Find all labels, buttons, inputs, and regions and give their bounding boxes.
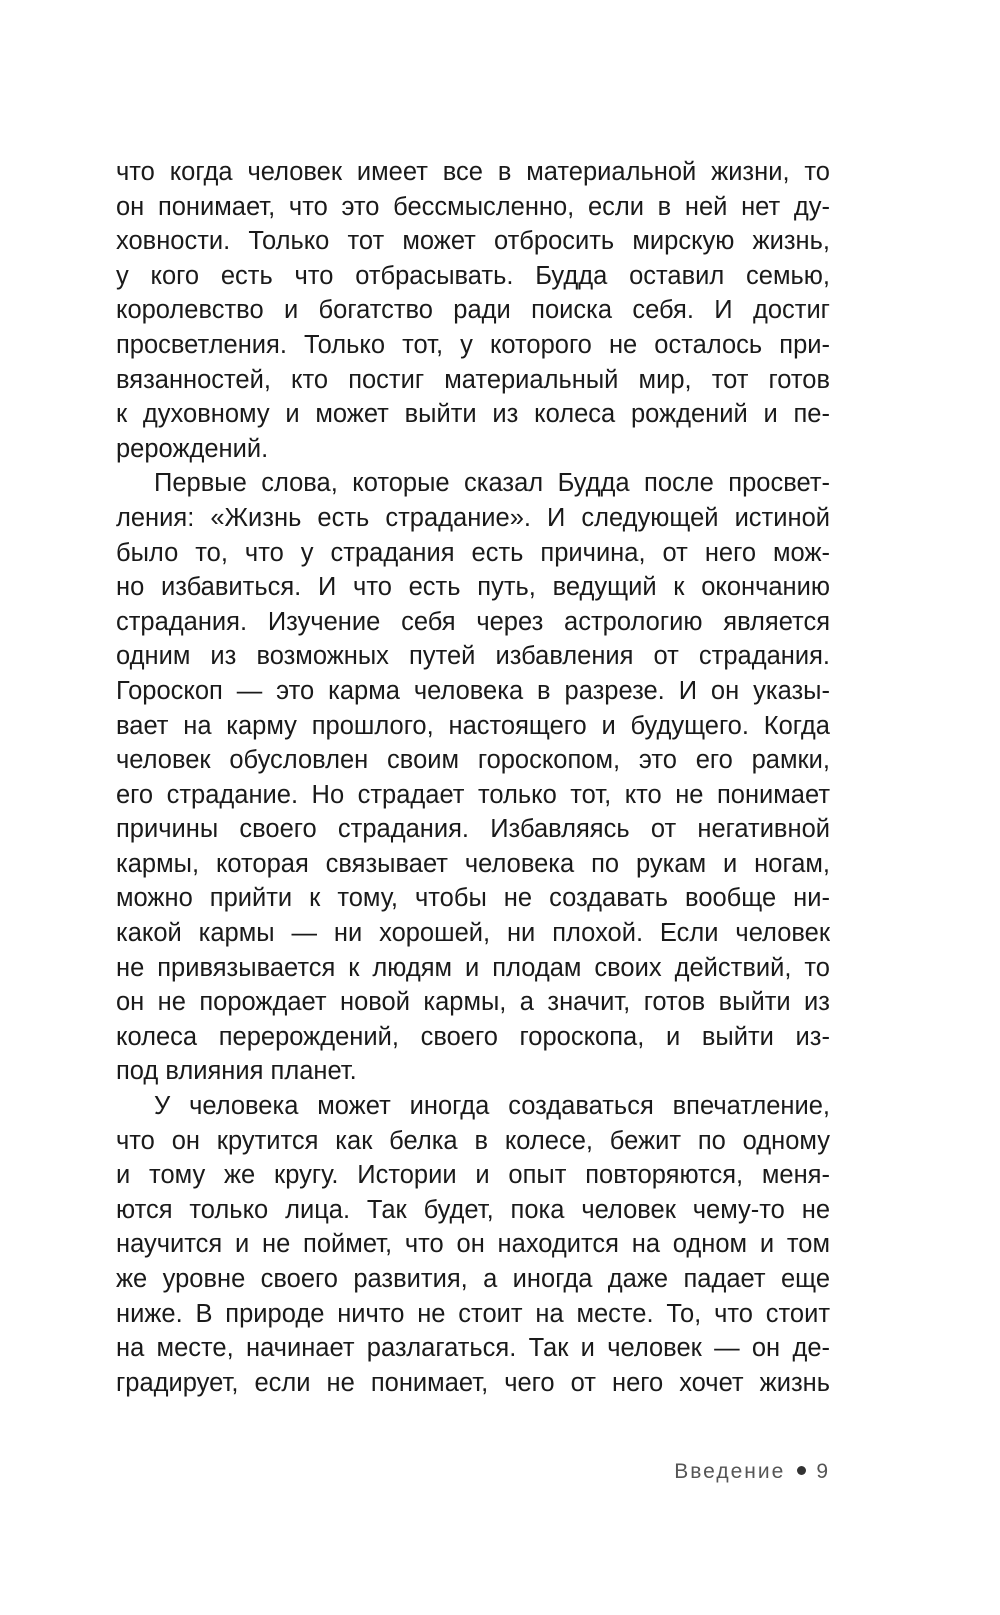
text-line: человек обусловлен своим гороскопом, это его рамки,: [116, 746, 830, 775]
text-line: же уровне своего развития, а иногда даже падает еще: [116, 1265, 830, 1293]
text-line: его страдание. Но страдает только тот, кто не понимает: [116, 780, 830, 809]
text-line: вает на карму прошлого, настоящего и будущего. Когда: [116, 711, 830, 740]
text-line: колеса перерождений, своего гороскопа, и выйти из-: [116, 1022, 830, 1051]
text-line: не привязывается к людям и плодам своих действий, то: [116, 953, 830, 982]
text-line: ются только лица. Так будет, пока человек чему-то не: [116, 1195, 830, 1224]
text-line: научится и не поймет, что он находится на одном и том: [116, 1230, 830, 1259]
section-title: Введение: [674, 1460, 786, 1483]
text-line: под влияния планет.: [116, 1057, 357, 1086]
text-line: Гороскоп — это карма человека в разрезе. И он указы-: [116, 676, 830, 705]
text-line: вязанностей, кто постиг материальный мир, тот готов: [116, 365, 830, 394]
text-line: ховности. Только тот может отбросить мирскую жизнь,: [116, 227, 830, 256]
text-line: но избавиться. И что есть путь, ведущий к окончанию: [116, 573, 830, 602]
body-text: [116, 155, 830, 1400]
text-line: кармы, которая связывает человека по рукам и ногам,: [116, 849, 830, 878]
text-line: к духовному и может выйти из колеса рождений и пе-: [116, 400, 830, 429]
text-line: у кого есть что отбрасывать. Будда оставил семью,: [116, 261, 830, 290]
text-line: одним из возможных путей избавления от страдания.: [116, 642, 830, 671]
text-line: он не порождает новой кармы, а значит, готов выйти из: [116, 988, 830, 1017]
text-line: было то, что у страдания есть причина, от него мож-: [116, 538, 830, 567]
page-number: 9: [816, 1460, 830, 1483]
bullet-separator-icon: [797, 1466, 806, 1475]
text-line: У человека может иногда создаваться впечатление,: [154, 1092, 830, 1121]
text-line: он понимает, что это бессмысленно, если в ней нет ду-: [116, 192, 830, 221]
text-line: ниже. В природе ничто не стоит на месте. То, что стоит: [116, 1299, 830, 1328]
text-line: страдания. Изучение себя через астрологию является: [116, 607, 830, 636]
text-line: можно прийти к тому, чтобы не создавать вообще ни-: [116, 884, 830, 913]
text-line: какой кармы — ни хорошей, ни плохой. Если человек: [116, 919, 830, 948]
text-line: ления: «Жизнь есть страдание». И следующей истиной: [116, 503, 830, 532]
running-footer: [600, 1460, 830, 1484]
text-line: градирует, если не понимает, чего от него хочет жизнь: [116, 1368, 830, 1397]
text-line: и тому же кругу. Истории и опыт повторяются, меня-: [116, 1161, 830, 1190]
text-line: Первые слова, которые сказал Будда после просвет-: [154, 469, 830, 498]
text-line: что он крутится как белка в колесе, бежит по одному: [116, 1126, 830, 1155]
text-line: просветления. Только тот, у которого не осталось при-: [116, 330, 830, 359]
text-line: королевство и богатство ради поиска себя. И достиг: [116, 296, 830, 325]
text-line: рерождений.: [116, 434, 269, 463]
text-line: на месте, начинает разлагаться. Так и человек — он де-: [116, 1334, 830, 1363]
text-line: причины своего страдания. Избавляясь от негативной: [116, 815, 830, 844]
text-line: что когда человек имеет все в материальной жизни, то: [116, 158, 830, 186]
